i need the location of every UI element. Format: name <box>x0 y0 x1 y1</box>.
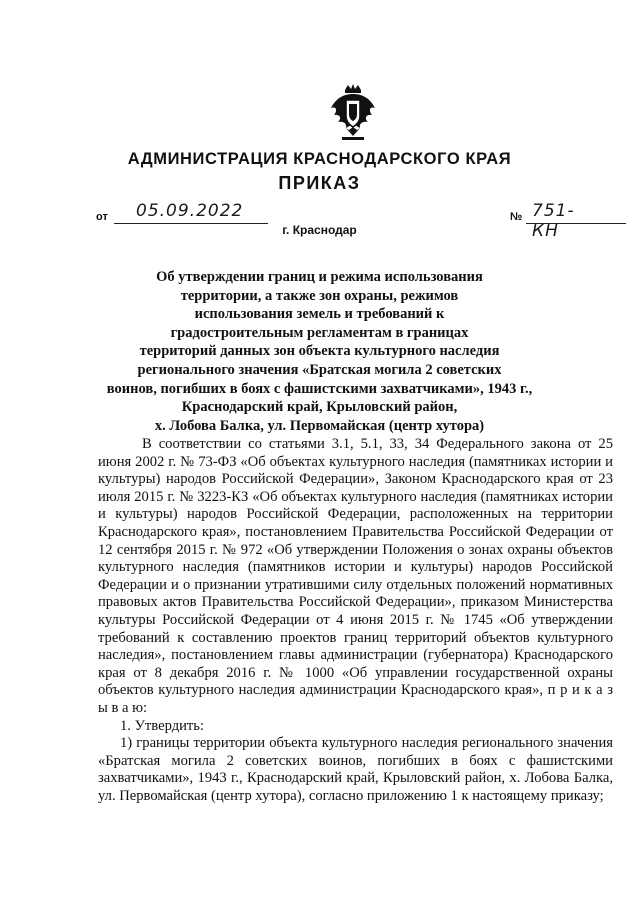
title-line: градостроительным регламентам в границах <box>170 324 469 341</box>
title-line: х. Лобова Балка, ул. Первомайская (центр хутора) <box>154 417 485 434</box>
number-prefix: № <box>510 211 523 223</box>
title-line: регионального значения «Братская могила 2 советских <box>137 361 502 378</box>
preamble-paragraph: В соответствии со статьями 3.1, 5.1, 33, 34 Федерального закона от 25 июня 2002 г. № 73-ФЗ «Об объектах культурного наследия (памятниках истории и культуры) народов Российской Федерации», Законом Краснодарского края от 23 июля 2015 г. № 3223-КЗ «Об объектах культурного наследия (памятниках истории и культуры) народов Российской Федерации, расположенных на территории Краснодарского края», постановлением Правительства Российской Федерации от 12 сентября 2015 г. № 972 «Об утверждении Положения о зонах охраны объектов культурного наследия (памятников истории и культуры) народов Российской Федерации и о признании утратившими силу отдельных положений нормативных правовых актов Правительства Российской Федерации», приказом Министерства культуры Российской Федерации от 4 июня 2015 г. № 1745 «Об утверждении требований к составлению проектов границ территорий объектов культурного наследия», постановлением главы администрации (губернатора) Краснодарского края от 8 декабря 2016 г. № 1000 «Об управлении государственной охраны объектов культурного наследия администрации Краснодарского края», п р и к а з ы в а ю: <box>98 436 613 716</box>
date-prefix: от <box>96 211 108 223</box>
document-type: ПРИКАЗ <box>278 173 361 193</box>
title-line: территории, а также зон охраны, режимов <box>180 287 459 304</box>
title-line: территорий данных зон объекта культурного наследия <box>139 343 500 360</box>
city: г. Краснодар <box>282 223 357 237</box>
title-line: Об утверждении границ и режима использования <box>156 269 483 285</box>
title-line: использования земель и требований к <box>194 306 445 323</box>
handwritten-number: 751-КН <box>532 201 575 241</box>
document-body <box>98 436 613 805</box>
order-subclause-1: 1) границы территории объекта культурного наследия регионального значения «Братская могила 2 советских воинов, погибших в боях с фашистскими захватчиками», 1943 г., Краснодарский край, Крыловский район, х. Лобова Балка, ул. Первомайская (центр хутора), согласно приложению 1 к настоящему приказу; <box>98 735 613 804</box>
document-title <box>106 268 533 435</box>
title-line: Краснодарский край, Крыловский район, <box>181 399 458 416</box>
title-line: воинов, погибших в боях с фашистскими захватчиками», 1943 г., <box>106 380 533 397</box>
handwritten-date: 05.09.2022 <box>136 201 244 221</box>
organization-title: АДМИНИСТРАЦИЯ КРАСНОДАРСКОГО КРАЯ <box>127 150 512 168</box>
order-clause-1: 1. Утвердить: <box>120 717 205 734</box>
coat-of-arms-icon <box>328 84 378 142</box>
